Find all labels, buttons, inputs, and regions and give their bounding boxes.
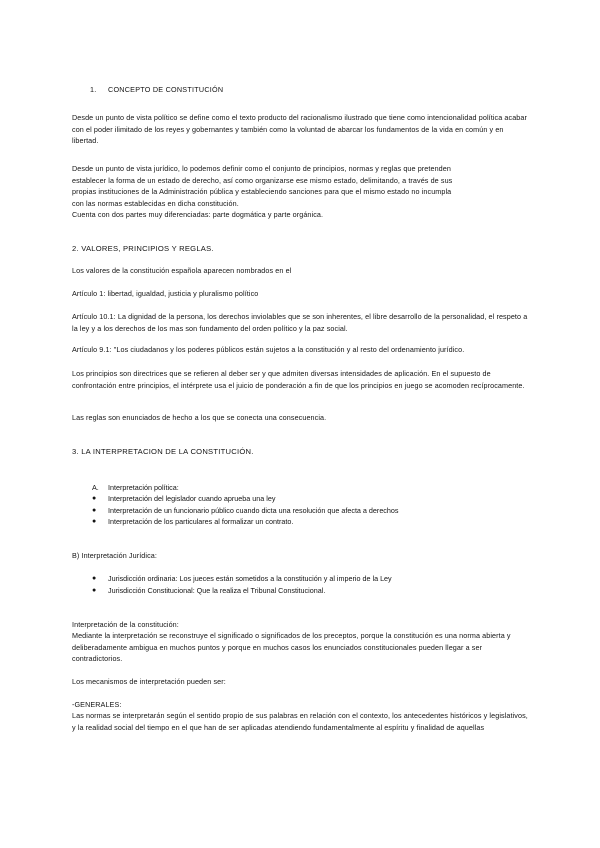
bullet-icon: ●	[92, 495, 97, 502]
principles-paragraph: Los principios son directrices que se refieren al deber ser y que admiten diversas intensidades de aplicación. En el supuesto de confrontación entre principios, el intérprete usa el juicio de ponderación a fin de que los principios en juego se acomoden recíprocamente.	[72, 369, 525, 390]
section-3-title: 3. LA INTERPRETACION DE LA CONSTITUCIÓN.	[72, 447, 254, 456]
general-title: -GENERALES:	[72, 700, 122, 709]
bullet-icon: ●	[92, 587, 97, 594]
general-paragraph: Las normas se interpretarán según el sentido propio de sus palabras en relación con el contexto, los antecedentes históricos y legislativos, y la realidad social del tiempo en el que han de ser aplicadas atendiendo fundamentalmente al espíritu y finalidad de aquellas	[72, 711, 528, 732]
legal-line: establecer la forma de un estado de derecho, así como organizarse ese mismo estado, delimitando, a través de sus	[72, 175, 453, 185]
article-9-1: Artículo 9.1: "Los ciudadanos y los poderes públicos están sujetos a la constitución y al resto del ordenamiento jurídico.	[72, 345, 465, 354]
political-item: Interpretación de los particulares al formalizar un contrato.	[108, 517, 294, 526]
list-marker-a: A.	[92, 483, 99, 492]
bullet-icon: ●	[92, 575, 97, 582]
article-1: Artículo 1: libertad, igualdad, justicia y pluralismo político	[72, 289, 259, 298]
bullet-icon: ●	[92, 518, 97, 525]
values-intro: Los valores de la constitución española aparecen nombrados en el	[72, 266, 292, 275]
section-1-paragraph-political: Desde un punto de vista político se define como el texto producto del racionalismo ilustrado que tiene como intencionalidad política acabar con el poder ilimitado de los reyes y gobernantes y también como la voluntad de abarcar los fundamentos de la vida en común y en libertad.	[72, 113, 527, 145]
section-1-number: 1.	[90, 85, 97, 94]
legal-item: Jurisdicción ordinaria: Los jueces están sometidos a la constitución y al imperio de la Ley	[108, 574, 392, 583]
political-item: Interpretación del legislador cuando aprueba una ley	[108, 494, 276, 503]
section-2-title: 2. VALORES, PRINCIPIOS Y REGLAS.	[72, 244, 214, 253]
mechanisms-intro: Los mecanismos de interpretación pueden ser:	[72, 677, 226, 686]
legal-line: propias instituciones de la Administración pública y estableciendo sanciones para que el mismo estado no incumpla	[72, 187, 452, 196]
section-1-paragraph-legal	[72, 163, 532, 221]
political-item: Interpretación de un funcionario público cuando dicta una resolución que afecta a derechos	[108, 506, 399, 515]
legal-line: Cuenta con dos partes muy diferenciadas: parte dogmática y parte orgánica.	[72, 210, 324, 219]
rules-paragraph: Las reglas son enunciados de hecho a los que se conecta una consecuencia.	[72, 413, 327, 422]
legal-interpretation-title: B) Interpretación Jurídica:	[72, 551, 157, 560]
constitution-interpretation-title: Interpretación de la constitución:	[72, 620, 179, 629]
article-10-1: Artículo 10.1: La dignidad de la persona, los derechos inviolables que se son inherentes, el libre desarrollo de la personalidad, el respeto a la ley y a los derechos de los mas son fundamento del orden político y la paz social.	[72, 312, 528, 333]
legal-line: con las normas establecidas en dicha constitución.	[72, 198, 239, 208]
legal-item: Jurisdicción Constitucional: Que la realiza el Tribunal Constitucional.	[108, 586, 326, 595]
bullet-icon: ●	[92, 507, 97, 514]
legal-line: Desde un punto de vista jurídico, lo podemos definir como el conjunto de principios, normas y reglas que pretenden	[72, 164, 451, 173]
section-1-title: CONCEPTO DE CONSTITUCIÓN	[108, 85, 224, 94]
political-interpretation-title: Interpretación política:	[108, 483, 179, 492]
constitution-interpretation-paragraph: Mediante la interpretación se reconstruye el significado o significados de los preceptos, porque la constitución es una norma abierta y deliberadamente ambigua en muchos puntos y porque en muchos casos los enunciados constitucionales pueden llegar a ser contradictorios.	[72, 631, 511, 663]
